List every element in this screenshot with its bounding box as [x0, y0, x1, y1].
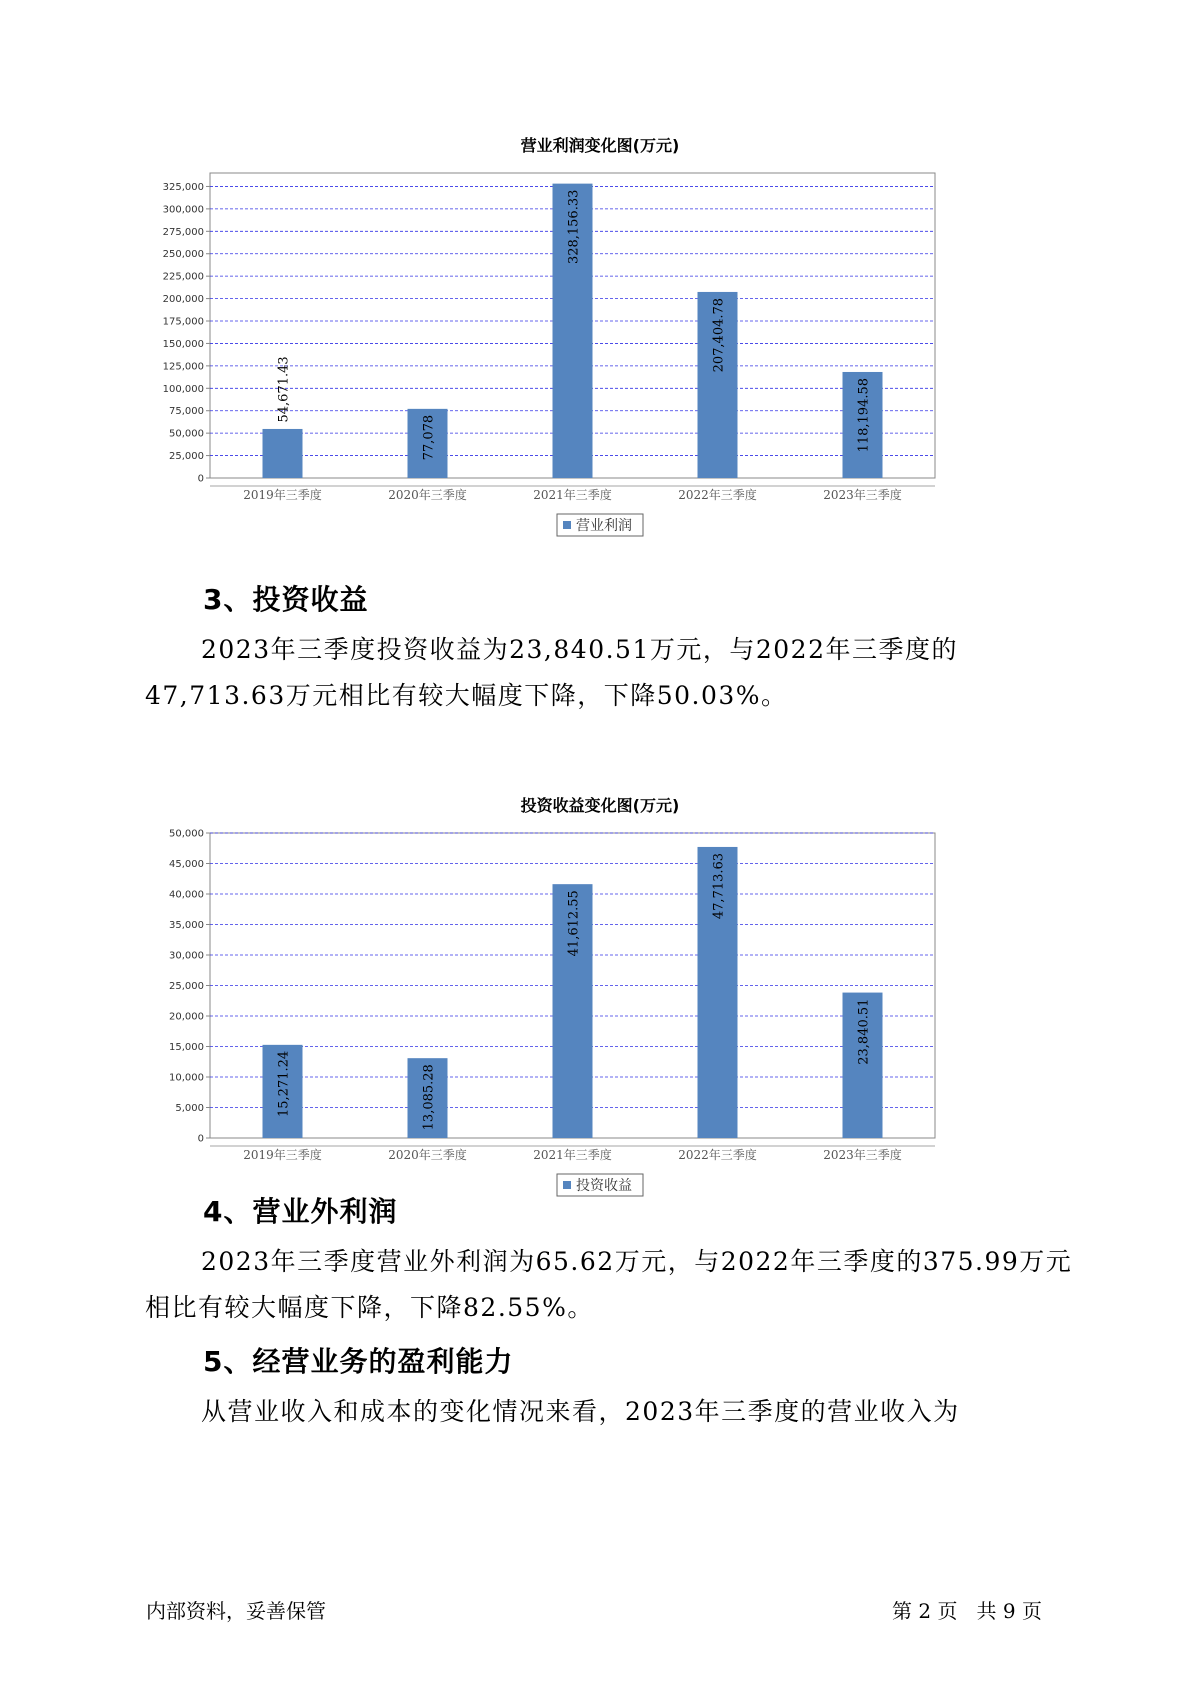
footer-confidential-note: 内部资料，妥善保管 [146, 1599, 326, 1623]
y-tick-label: 10,000 [169, 1072, 204, 1084]
y-tick-label: 20,000 [169, 1011, 204, 1023]
x-category-label: 2021年三季度 [533, 1148, 612, 1162]
y-tick-label: 40,000 [169, 889, 204, 901]
x-category-label: 2020年三季度 [388, 1148, 467, 1162]
y-tick-label: 25,000 [169, 981, 204, 992]
paragraph-profitability [145, 1389, 1080, 1435]
y-tick-label: 200,000 [162, 294, 204, 306]
y-tick-label: 50,000 [169, 428, 204, 440]
x-category-label: 2019年三季度 [243, 1148, 322, 1162]
y-tick-label: 5,000 [175, 1103, 204, 1114]
bar-value-label: 118,194.58 [856, 377, 872, 453]
y-tick-label: 25,000 [169, 451, 204, 463]
x-category-label: 2020年三季度 [388, 488, 467, 502]
bar-value-label: 15,271.24 [276, 1050, 292, 1118]
operating-profit-chart [150, 135, 1050, 575]
bar-value-label: 207,404.78 [711, 297, 727, 373]
y-tick-label: 250,000 [162, 249, 204, 261]
chart-title: 投资收益变化图(万元) [520, 796, 680, 815]
chart-title: 营业利润变化图(万元) [520, 136, 680, 155]
bar-value-label: 328,156.33 [566, 189, 582, 265]
y-tick-label: 0 [197, 1133, 204, 1145]
heading-profitability: 5、经营业务的盈利能力 [203, 1345, 514, 1378]
y-tick-label: 100,000 [162, 383, 204, 395]
y-tick-label: 45,000 [169, 859, 204, 870]
y-tick-label: 35,000 [169, 920, 204, 931]
heading-non-operating-profit: 4、营业外利润 [203, 1195, 398, 1228]
bar-value-label: 13,085.28 [421, 1064, 437, 1131]
x-category-label: 2023年三季度 [823, 488, 902, 502]
y-tick-label: 15,000 [169, 1042, 204, 1053]
bar-value-label: 23,840.51 [856, 998, 872, 1065]
x-category-label: 2021年三季度 [533, 488, 612, 502]
y-tick-label: 325,000 [162, 181, 204, 193]
x-category-label: 2023年三季度 [823, 1148, 902, 1162]
y-tick-label: 125,000 [162, 361, 204, 373]
bar-value-label: 77,078 [421, 414, 437, 461]
legend-label: 投资收益 [576, 1178, 632, 1194]
legend-swatch [563, 521, 571, 529]
y-tick-label: 30,000 [169, 950, 204, 962]
paragraph-investment-income [145, 627, 1080, 719]
footer-page-number: 第 2 页 共 9 页 [892, 1599, 1042, 1623]
x-category-label: 2022年三季度 [678, 1148, 757, 1162]
y-tick-label: 275,000 [162, 226, 204, 238]
y-tick-label: 225,000 [162, 271, 204, 283]
operating-profit-chart-svg [150, 135, 1050, 575]
investment-income-chart [150, 795, 1050, 1235]
paragraph-non-operating-profit-text: 2023年三季度营业外利润为65.62万元，与2022年三季度的375.99万元相比有较大幅度下降，下降82.55%。 [145, 1247, 1073, 1322]
paragraph-investment-income-text: 2023年三季度投资收益为23,840.51万元，与2022年三季度的47,713.63万元相比有较大幅度下降，下降50.03%。 [145, 635, 958, 710]
bar-value-label: 54,671.43 [276, 356, 292, 423]
legend-label: 营业利润 [576, 518, 632, 534]
paragraph-profitability-text: 从营业收入和成本的变化情况来看，2023年三季度的营业收入为 [201, 1397, 960, 1426]
y-tick-label: 150,000 [162, 338, 204, 350]
x-category-label: 2019年三季度 [243, 488, 322, 502]
legend-swatch [563, 1181, 571, 1189]
y-tick-label: 300,000 [162, 204, 204, 216]
y-tick-label: 50,000 [169, 828, 204, 840]
y-tick-label: 0 [197, 473, 204, 485]
y-tick-label: 175,000 [162, 316, 204, 328]
paragraph-non-operating-profit [145, 1239, 1080, 1331]
investment-income-chart-svg [150, 795, 1050, 1235]
bar [263, 429, 303, 478]
heading-investment-income: 3、投资收益 [203, 583, 369, 616]
y-tick-label: 75,000 [169, 406, 204, 418]
bar-value-label: 41,612.55 [566, 890, 582, 957]
x-category-label: 2022年三季度 [678, 488, 757, 502]
bar-value-label: 47,713.63 [711, 852, 727, 920]
